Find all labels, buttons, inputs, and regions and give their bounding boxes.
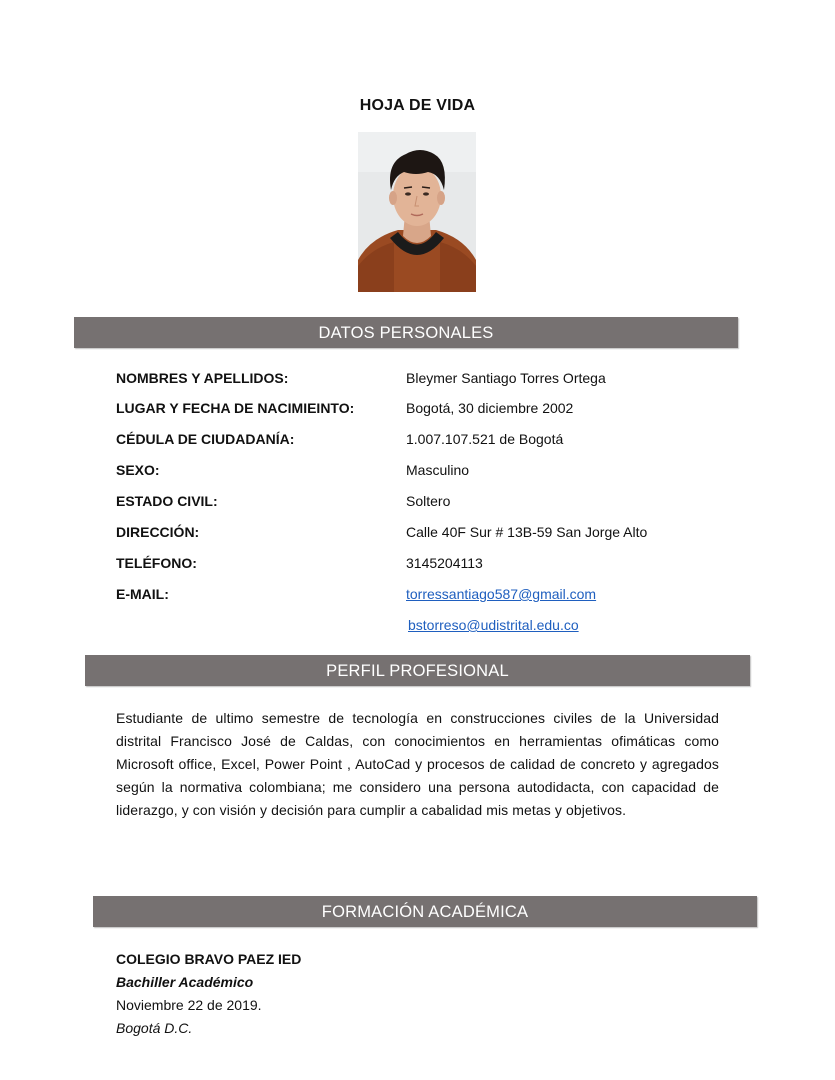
- field-label: DIRECCIÓN:: [116, 524, 200, 540]
- email-link-secondary[interactable]: bstorreso@udistrital.edu.co: [408, 617, 579, 633]
- degree-title: Bachiller Académico: [116, 974, 254, 990]
- field-row: [0, 616, 835, 642]
- section-header-perfil-profesional: PERFIL PROFESIONAL: [85, 655, 750, 686]
- field-row: [0, 430, 835, 456]
- field-value: 1.007.107.521 de Bogotá: [406, 431, 564, 447]
- field-row: [0, 369, 835, 395]
- field-row: [0, 399, 835, 425]
- school-city: Bogotá D.C.: [116, 1020, 193, 1036]
- section-header-formacion-academica: FORMACIÓN ACADÉMICA: [93, 896, 757, 927]
- portrait-photo: [358, 132, 476, 292]
- field-row: [0, 492, 835, 518]
- portrait-photo-icon: [358, 132, 476, 292]
- field-value: Soltero: [406, 493, 451, 509]
- field-value: Calle 40F Sur # 13B-59 San Jorge Alto: [406, 524, 648, 540]
- field-label: NOMBRES Y APELLIDOS:: [116, 370, 289, 386]
- field-label: CÉDULA DE CIUDADANÍA:: [116, 431, 295, 447]
- field-value: 3145204113: [406, 555, 483, 571]
- field-label: LUGAR Y FECHA DE NACIMIEINTO:: [116, 400, 355, 416]
- profile-paragraph: Estudiante de ultimo semestre de tecnología en construcciones civiles de la Universidad distrital Francisco José de Caldas, con conocimientos en herramientas ofimáticas como Microsoft office, Excel, Power Point , AutoCad y procesos de calidad de concreto y agregados según la normativa colombiana; me considero una persona autodidacta, con capacidad de liderazgo, y con visión y decisión para cumplir a cabalidad mis metas y objetivos.: [116, 710, 719, 818]
- field-value: Bleymer Santiago Torres Ortega: [406, 370, 606, 386]
- page-title: HOJA DE VIDA: [359, 97, 476, 114]
- field-label: TELÉFONO:: [116, 555, 197, 571]
- field-row: [0, 461, 835, 487]
- field-row: [0, 554, 835, 580]
- school-name: COLEGIO BRAVO PAEZ IED: [116, 951, 302, 967]
- field-label: ESTADO CIVIL:: [116, 493, 218, 509]
- field-row: [0, 585, 835, 611]
- email-link-primary[interactable]: torressantiago587@gmail.com: [406, 586, 597, 602]
- field-value: Bogotá, 30 diciembre 2002: [406, 400, 574, 416]
- field-value: Masculino: [406, 462, 470, 478]
- field-label: E-MAIL:: [116, 586, 169, 602]
- field-row: [0, 523, 835, 549]
- graduation-date: Noviembre 22 de 2019.: [116, 997, 262, 1013]
- field-label: SEXO:: [116, 462, 160, 478]
- section-header-datos-personales: DATOS PERSONALES: [74, 317, 738, 348]
